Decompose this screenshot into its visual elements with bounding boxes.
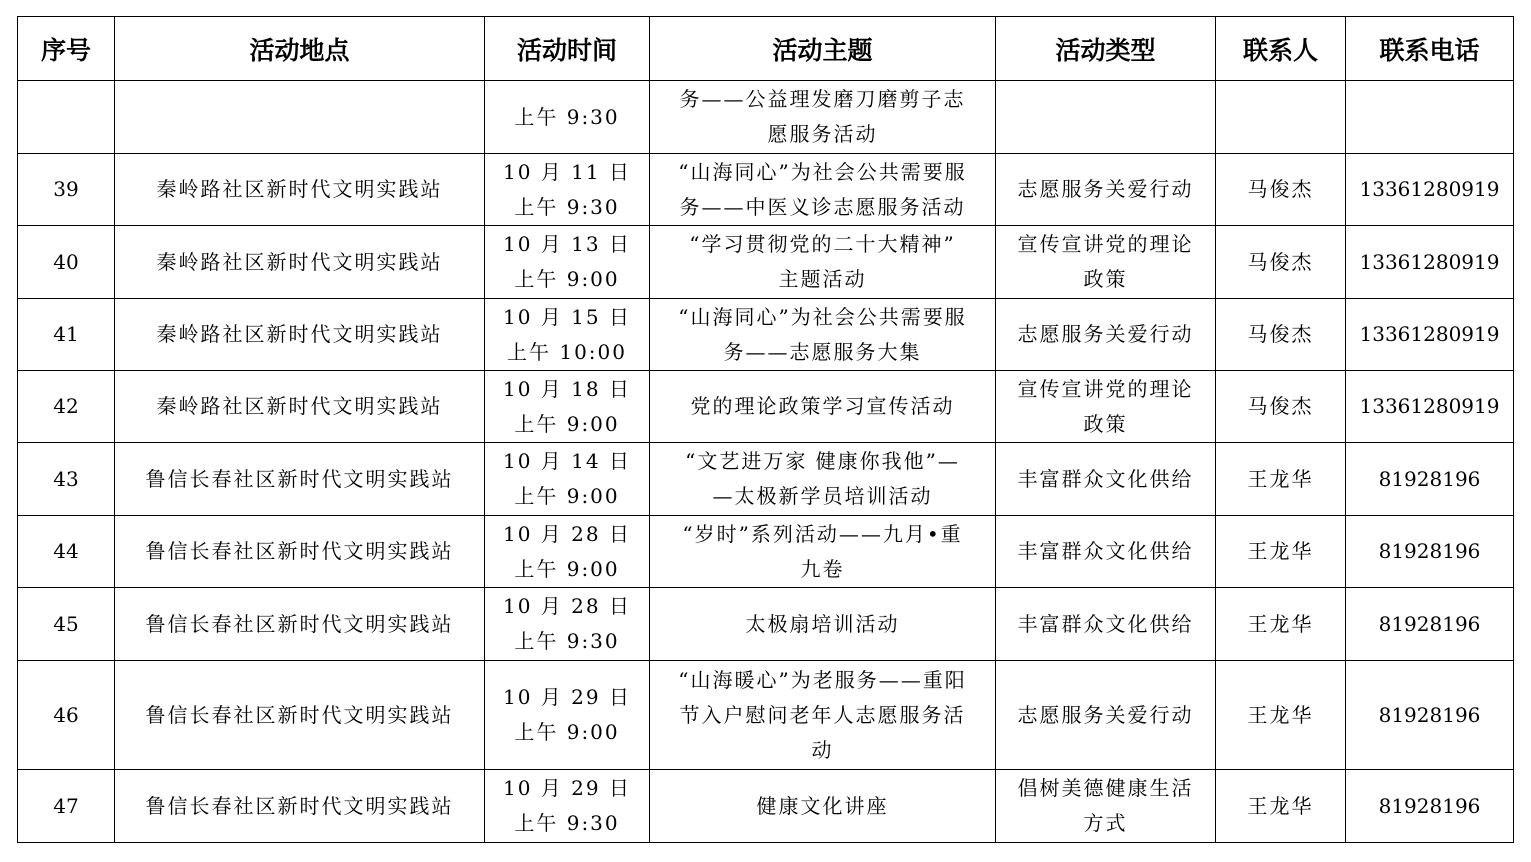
- cell-time-line: 上午 9:30: [514, 811, 620, 835]
- cell-phone: 81928196: [1346, 588, 1514, 661]
- cell-phone: [1346, 81, 1514, 154]
- cell-phone: 13361280919: [1346, 299, 1514, 371]
- cell-no: 39: [18, 154, 115, 226]
- cell-theme-line: 主题活动: [778, 267, 867, 291]
- cell-location: 秦岭路社区新时代文明实践站: [115, 154, 485, 226]
- cell-no: 44: [18, 516, 115, 588]
- cell-theme-line: 党的理论政策学习宣传活动: [690, 394, 955, 418]
- cell-theme-line: 健康文化讲座: [756, 793, 889, 818]
- cell-theme-line: 务——志愿服务大集: [723, 339, 922, 364]
- cell-contact: 王龙华: [1216, 516, 1346, 588]
- cell-time: [485, 154, 650, 226]
- cell-type-line: 倡树美德健康生活: [1017, 776, 1194, 800]
- cell-time-line: 上午 9:30: [514, 629, 620, 653]
- table-row: [18, 443, 1514, 516]
- cell-location: 鲁信长春社区新时代文明实践站: [115, 661, 485, 770]
- table-row: [18, 516, 1514, 588]
- cell-contact: 王龙华: [1216, 661, 1346, 770]
- cell-contact: 马俊杰: [1216, 299, 1346, 371]
- cell-theme-line: 动: [811, 737, 834, 762]
- cell-time-line: 10 月 28 日: [503, 521, 631, 546]
- cell-location: 秦岭路社区新时代文明实践站: [115, 226, 485, 299]
- cell-location: 秦岭路社区新时代文明实践站: [115, 299, 485, 371]
- cell-theme-line: “岁时”系列活动——九月•重: [682, 521, 963, 546]
- cell-theme: [650, 770, 996, 843]
- cell-theme: [650, 81, 996, 154]
- cell-theme-line: 务——中医义诊志愿服务活动: [679, 194, 966, 219]
- cell-time-line: 10 月 13 日: [503, 232, 631, 256]
- cell-time: [485, 299, 650, 371]
- cell-theme-line: 节入户慰问老年人志愿服务活: [679, 702, 966, 727]
- cell-theme-line: —太极新学员培训活动: [712, 484, 933, 508]
- header-time: 活动时间: [485, 17, 650, 81]
- cell-theme: [650, 226, 996, 299]
- cell-theme: [650, 588, 996, 661]
- table-row: [18, 371, 1514, 443]
- cell-location: 鲁信长春社区新时代文明实践站: [115, 443, 485, 516]
- cell-time-line: 10 月 14 日: [503, 449, 631, 473]
- cell-phone: 13361280919: [1346, 226, 1514, 299]
- table-row: [18, 661, 1514, 770]
- table-row: [18, 226, 1514, 299]
- cell-time-line: 10 月 15 日: [503, 304, 631, 329]
- cell-theme-line: “山海同心”为社会公共需要服: [678, 304, 967, 329]
- cell-theme-line: “文艺进万家 健康你我他”—: [685, 449, 960, 473]
- cell-time-line: 上午 9:30: [514, 104, 620, 129]
- cell-location: 鲁信长春社区新时代文明实践站: [115, 516, 485, 588]
- cell-type: [996, 81, 1216, 154]
- cell-time-line: 10 月 29 日: [503, 776, 631, 800]
- cell-type-line: 宣传宣讲党的理论: [1017, 376, 1194, 401]
- table-row: [18, 154, 1514, 226]
- cell-time-line: 上午 9:30: [514, 194, 620, 219]
- cell-no: 41: [18, 299, 115, 371]
- cell-time-line: 10 月 29 日: [503, 685, 631, 709]
- cell-phone: 13361280919: [1346, 154, 1514, 226]
- cell-phone: 81928196: [1346, 443, 1514, 516]
- cell-contact: [1216, 81, 1346, 154]
- cell-type-line: 丰富群众文化供给: [1017, 466, 1194, 491]
- cell-type: [996, 588, 1216, 661]
- cell-time: [485, 443, 650, 516]
- header-phone: 联系电话: [1346, 17, 1514, 81]
- header-location: 活动地点: [115, 17, 485, 81]
- cell-time-line: 上午 9:00: [514, 267, 620, 291]
- cell-type-line: 志愿服务关爱行动: [1017, 177, 1194, 201]
- cell-time-line: 10 月 18 日: [503, 376, 631, 401]
- cell-location: 鲁信长春社区新时代文明实践站: [115, 588, 485, 661]
- cell-theme-line: “山海暖心”为老服务——重阳: [678, 667, 967, 692]
- cell-theme: [650, 443, 996, 516]
- cell-no: [18, 81, 115, 154]
- cell-type-line: 宣传宣讲党的理论: [1017, 232, 1194, 256]
- cell-type-line: 志愿服务关爱行动: [1017, 322, 1194, 346]
- cell-type: [996, 371, 1216, 443]
- header-row: [18, 17, 1514, 81]
- cell-contact: 王龙华: [1216, 588, 1346, 661]
- cell-theme-line: 九卷: [800, 556, 845, 581]
- cell-theme: [650, 516, 996, 588]
- cell-type: [996, 226, 1216, 299]
- cell-time-line: 上午 9:00: [514, 484, 620, 508]
- cell-time: [485, 81, 650, 154]
- cell-theme-line: “学习贯彻党的二十大精神”: [689, 232, 956, 256]
- cell-type-line: 志愿服务关爱行动: [1017, 702, 1194, 727]
- cell-type: [996, 154, 1216, 226]
- cell-type-line: 政策: [1083, 267, 1128, 291]
- cell-time: [485, 661, 650, 770]
- cell-theme: [650, 661, 996, 770]
- cell-contact: 马俊杰: [1216, 371, 1346, 443]
- cell-type-line: 丰富群众文化供给: [1017, 611, 1194, 636]
- cell-contact: 王龙华: [1216, 443, 1346, 516]
- cell-time: [485, 770, 650, 843]
- cell-contact: 王龙华: [1216, 770, 1346, 843]
- cell-time-line: 10 月 11 日: [503, 159, 631, 184]
- table-row: [18, 299, 1514, 371]
- cell-location: [115, 81, 485, 154]
- header-contact: 联系人: [1216, 17, 1346, 81]
- cell-location: 秦岭路社区新时代文明实践站: [115, 371, 485, 443]
- header-no: 序号: [18, 17, 115, 81]
- cell-no: 40: [18, 226, 115, 299]
- cell-contact: 马俊杰: [1216, 154, 1346, 226]
- header-type: 活动类型: [996, 17, 1216, 81]
- cell-no: 42: [18, 371, 115, 443]
- cell-phone: 81928196: [1346, 516, 1514, 588]
- cell-time: [485, 516, 650, 588]
- cell-time: [485, 588, 650, 661]
- cell-theme: [650, 371, 996, 443]
- activity-table: [17, 16, 1514, 843]
- cell-theme-line: “山海同心”为社会公共需要服: [678, 159, 967, 184]
- cell-time: [485, 226, 650, 299]
- cell-time-line: 10 月 28 日: [503, 594, 631, 618]
- cell-theme-line: 务——公益理发磨刀磨剪子志: [679, 87, 966, 111]
- cell-type: [996, 661, 1216, 770]
- cell-theme-line: 愿服务活动: [767, 122, 878, 146]
- cell-theme: [650, 154, 996, 226]
- cell-location: 鲁信长春社区新时代文明实践站: [115, 770, 485, 843]
- header-theme: 活动主题: [650, 17, 996, 81]
- cell-no: 46: [18, 661, 115, 770]
- cell-no: 43: [18, 443, 115, 516]
- cell-theme-line: 太极扇培训活动: [745, 611, 900, 636]
- cell-no: 45: [18, 588, 115, 661]
- cell-phone: 81928196: [1346, 661, 1514, 770]
- table-row: [18, 588, 1514, 661]
- cell-type-line: 政策: [1083, 411, 1128, 436]
- cell-type: [996, 770, 1216, 843]
- cell-type-line: 丰富群众文化供给: [1017, 539, 1194, 563]
- cell-phone: 81928196: [1346, 770, 1514, 843]
- cell-phone: 13361280919: [1346, 371, 1514, 443]
- table-row: [18, 770, 1514, 843]
- cell-type: [996, 443, 1216, 516]
- cell-time-line: 上午 9:00: [514, 556, 620, 581]
- cell-time: [485, 371, 650, 443]
- cell-time-line: 上午 10:00: [507, 339, 627, 364]
- table-row: [18, 81, 1514, 154]
- cell-type: [996, 299, 1216, 371]
- cell-theme: [650, 299, 996, 371]
- cell-contact: 马俊杰: [1216, 226, 1346, 299]
- cell-type-line: 方式: [1083, 811, 1128, 835]
- cell-no: 47: [18, 770, 115, 843]
- cell-type: [996, 516, 1216, 588]
- cell-time-line: 上午 9:00: [514, 720, 620, 744]
- cell-time-line: 上午 9:00: [514, 411, 620, 436]
